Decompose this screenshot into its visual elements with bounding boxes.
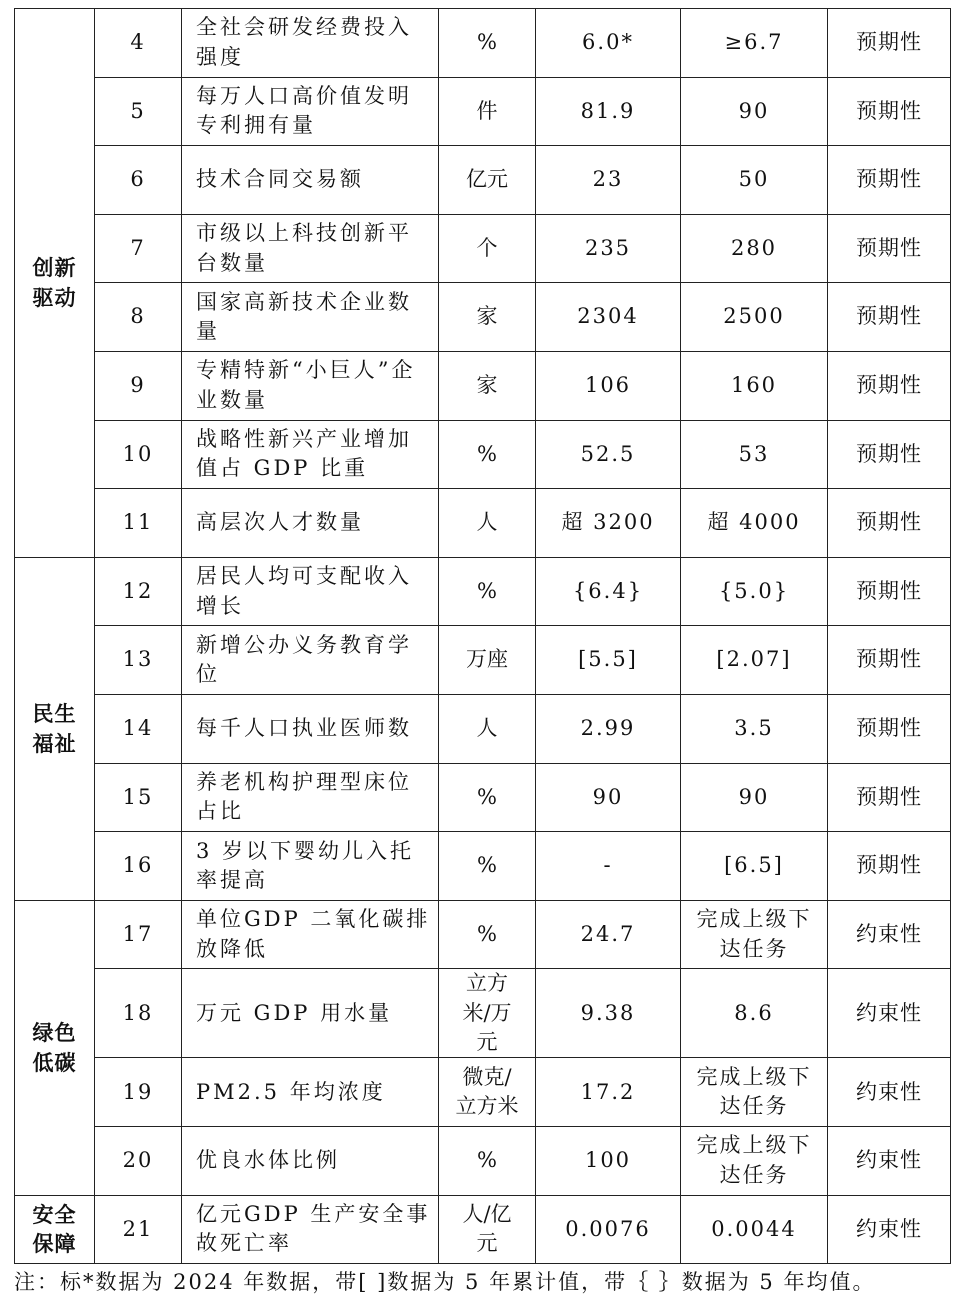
table-row [15, 969, 951, 1058]
unit-cell [439, 1195, 536, 1264]
unit-cell [439, 214, 536, 283]
unit: 人/亿元 [462, 1202, 512, 1256]
indicator-nature: 约束性 [828, 900, 951, 969]
target-value: 完成上级下达任务 [696, 1064, 812, 1119]
indicator-name: 技术合同交易额 [196, 167, 364, 192]
indicator-name-cell [182, 969, 439, 1058]
category-label: 安全保障 [32, 1202, 77, 1257]
unit: % [477, 441, 497, 466]
indicator-number: 12 [95, 557, 182, 626]
indicator-nature: 约束性 [828, 1058, 951, 1127]
table-row [15, 900, 951, 969]
unit: % [477, 853, 497, 878]
category-label: 创新驱动 [32, 255, 77, 310]
target-value: 280 [730, 235, 778, 260]
target-value-cell [681, 214, 828, 283]
unit: 家 [476, 373, 498, 398]
base-value: 100 [536, 1127, 681, 1196]
unit: % [477, 578, 497, 603]
unit-cell [439, 420, 536, 489]
unit-cell [439, 146, 536, 215]
base-value: 235 [536, 214, 681, 283]
category-cell [15, 900, 95, 1195]
indicator-name-cell [182, 900, 439, 969]
target-value: [2.07] [716, 647, 792, 672]
base-value: {6.4} [536, 557, 681, 626]
indicator-nature: 预期性 [828, 351, 951, 420]
indicator-name: 战略性新兴产业增加值占 GDP 比重 [196, 426, 412, 481]
target-value-cell [681, 77, 828, 146]
target-value: 完成上级下达任务 [696, 907, 812, 961]
target-value-cell [681, 489, 828, 558]
indicator-nature: 预期性 [828, 832, 951, 901]
indicator-name-cell [182, 1127, 439, 1196]
target-value-cell [681, 763, 828, 832]
indicator-name-cell [182, 832, 439, 901]
indicator-name: 养老机构护理型床位占比 [196, 769, 412, 824]
base-value: 0.0076 [536, 1195, 681, 1264]
indicator-number: 17 [95, 900, 182, 969]
category-label: 绿色低碳 [32, 1020, 77, 1075]
target-value: 90 [738, 98, 770, 123]
unit: 个 [476, 235, 498, 260]
indicator-name: 每万人口高价值发明专利拥有量 [196, 84, 412, 138]
indicator-nature: 预期性 [828, 694, 951, 763]
table-row [15, 283, 951, 352]
unit-cell [439, 1058, 536, 1127]
target-value: 90 [738, 784, 770, 809]
indicator-table [14, 8, 951, 1264]
indicator-table-body [15, 9, 951, 1264]
indicator-name-cell [182, 694, 439, 763]
target-value: 50 [738, 167, 770, 192]
unit: 亿元 [466, 167, 508, 192]
indicator-number: 5 [95, 77, 182, 146]
target-value-cell [681, 146, 828, 215]
indicator-name: 专精特新“小巨人”企业数量 [196, 358, 416, 412]
indicator-nature: 约束性 [828, 969, 951, 1058]
table-row [15, 832, 951, 901]
base-value: 6.0* [536, 9, 681, 78]
indicator-nature: 预期性 [828, 283, 951, 352]
category-cell [15, 557, 95, 900]
indicator-nature: 预期性 [828, 214, 951, 283]
unit: % [477, 921, 497, 946]
target-value-cell [681, 1058, 828, 1127]
indicator-name: 新增公办义务教育学位 [196, 632, 412, 687]
base-value: 超 3200 [536, 489, 681, 558]
indicator-name-cell [182, 420, 439, 489]
indicator-name-cell [182, 146, 439, 215]
indicator-name-cell [182, 9, 439, 78]
indicator-name-cell [182, 626, 439, 695]
unit: 件 [476, 98, 498, 123]
indicator-nature: 预期性 [828, 626, 951, 695]
unit-cell [439, 557, 536, 626]
table-row [15, 557, 951, 626]
target-value: 超 4000 [707, 510, 801, 535]
unit-cell [439, 763, 536, 832]
target-value-cell [681, 694, 828, 763]
indicator-number: 11 [95, 489, 182, 558]
table-row [15, 146, 951, 215]
target-value-cell [681, 1195, 828, 1264]
category-cell [15, 1195, 95, 1264]
target-value: {5.0} [718, 578, 790, 603]
table-row [15, 489, 951, 558]
table-row [15, 351, 951, 420]
unit-cell [439, 969, 536, 1058]
indicator-number: 9 [95, 351, 182, 420]
indicator-number: 13 [95, 626, 182, 695]
unit: 人 [476, 510, 498, 535]
target-value: ≥6.7 [724, 30, 784, 55]
indicator-name: 优良水体比例 [196, 1148, 340, 1173]
target-value-cell [681, 557, 828, 626]
target-value: 53 [738, 441, 770, 466]
category-cell [15, 9, 95, 558]
indicator-name: 3 岁以下婴幼儿入托率提高 [196, 838, 415, 892]
indicator-nature: 预期性 [828, 763, 951, 832]
base-value: 24.7 [536, 900, 681, 969]
indicator-name-cell [182, 1058, 439, 1127]
indicator-nature: 约束性 [828, 1195, 951, 1264]
unit-cell [439, 9, 536, 78]
table-row [15, 694, 951, 763]
indicator-nature: 预期性 [828, 77, 951, 146]
unit-cell [439, 694, 536, 763]
unit-cell [439, 832, 536, 901]
indicator-number: 20 [95, 1127, 182, 1196]
indicator-nature: 预期性 [828, 489, 951, 558]
target-value: 完成上级下达任务 [696, 1133, 812, 1187]
target-value: 2500 [723, 304, 785, 329]
table-row [15, 9, 951, 78]
unit-cell [439, 1127, 536, 1196]
table-footnote: 注：标*数据为 2024 年数据，带[ ]数据为 5 年累计值，带｛ ｝数据为 5 年均值。 [14, 1270, 876, 1294]
base-value: 17.2 [536, 1058, 681, 1127]
base-value: [5.5] [536, 626, 681, 695]
unit: 立方米/万元 [462, 971, 512, 1055]
target-value-cell [681, 351, 828, 420]
target-value-cell [681, 832, 828, 901]
indicator-number: 14 [95, 694, 182, 763]
unit-cell [439, 77, 536, 146]
unit-cell [439, 283, 536, 352]
indicator-nature: 预期性 [828, 146, 951, 215]
indicator-name-cell [182, 489, 439, 558]
table-row [15, 763, 951, 832]
unit-cell [439, 489, 536, 558]
indicator-nature: 预期性 [828, 9, 951, 78]
indicator-name: 市级以上科技创新平台数量 [196, 221, 412, 275]
base-value: 90 [536, 763, 681, 832]
indicator-name-cell [182, 77, 439, 146]
indicator-name-cell [182, 351, 439, 420]
indicator-nature: 预期性 [828, 557, 951, 626]
indicator-number: 10 [95, 420, 182, 489]
table-row [15, 420, 951, 489]
base-value: 2.99 [536, 694, 681, 763]
indicator-number: 7 [95, 214, 182, 283]
target-value: 8.6 [734, 1000, 774, 1025]
table-row [15, 77, 951, 146]
target-value: [6.5] [724, 853, 784, 878]
indicator-name-cell [182, 1195, 439, 1264]
indicator-nature: 约束性 [828, 1127, 951, 1196]
indicator-name: 居民人均可支配收入增长 [196, 564, 412, 618]
unit-cell [439, 900, 536, 969]
base-value: 106 [536, 351, 681, 420]
unit: % [477, 1148, 497, 1173]
base-value: 9.38 [536, 969, 681, 1058]
target-value: 0.0044 [711, 1216, 797, 1241]
indicator-name: 高层次人才数量 [196, 510, 364, 535]
indicator-name: 全社会研发经费投入强度 [196, 15, 412, 69]
target-value: 160 [730, 373, 778, 398]
unit: 万座 [466, 647, 508, 672]
unit: 微克/立方米 [455, 1064, 519, 1119]
base-value: 23 [536, 146, 681, 215]
indicator-number: 6 [95, 146, 182, 215]
target-value-cell [681, 900, 828, 969]
target-value-cell [681, 1127, 828, 1196]
indicator-name: 单位GDP 二氧化碳排放降低 [196, 907, 431, 961]
table-row [15, 214, 951, 283]
table-row [15, 1058, 951, 1127]
indicator-name-cell [182, 557, 439, 626]
table-row [15, 626, 951, 695]
indicator-number: 21 [95, 1195, 182, 1264]
category-label: 民生福祉 [32, 701, 77, 756]
indicator-number: 8 [95, 283, 182, 352]
unit: 人 [476, 716, 498, 741]
indicator-name-cell [182, 283, 439, 352]
target-value-cell [681, 626, 828, 695]
indicator-number: 18 [95, 969, 182, 1058]
indicator-name: 万元 GDP 用水量 [196, 1000, 393, 1025]
unit-cell [439, 626, 536, 695]
indicator-name: 每千人口执业医师数 [196, 716, 412, 741]
table-row [15, 1127, 951, 1196]
unit-cell [439, 351, 536, 420]
unit: % [477, 30, 497, 55]
indicator-name: 亿元GDP 生产安全事故死亡率 [196, 1202, 431, 1256]
base-value: 81.9 [536, 77, 681, 146]
unit: 家 [476, 304, 498, 329]
indicator-name-cell [182, 214, 439, 283]
base-value: 52.5 [536, 420, 681, 489]
indicator-nature: 预期性 [828, 420, 951, 489]
table-row [15, 1195, 951, 1264]
target-value-cell [681, 283, 828, 352]
base-value: - [536, 832, 681, 901]
unit: % [477, 784, 497, 809]
indicator-name: PM2.5 年均浓度 [196, 1079, 386, 1104]
indicator-number: 4 [95, 9, 182, 78]
target-value-cell [681, 969, 828, 1058]
target-value-cell [681, 420, 828, 489]
indicator-name: 国家高新技术企业数量 [196, 289, 412, 344]
indicator-number: 19 [95, 1058, 182, 1127]
indicator-number: 15 [95, 763, 182, 832]
target-value-cell [681, 9, 828, 78]
base-value: 2304 [536, 283, 681, 352]
target-value: 3.5 [734, 716, 774, 741]
indicator-name-cell [182, 763, 439, 832]
indicator-number: 16 [95, 832, 182, 901]
